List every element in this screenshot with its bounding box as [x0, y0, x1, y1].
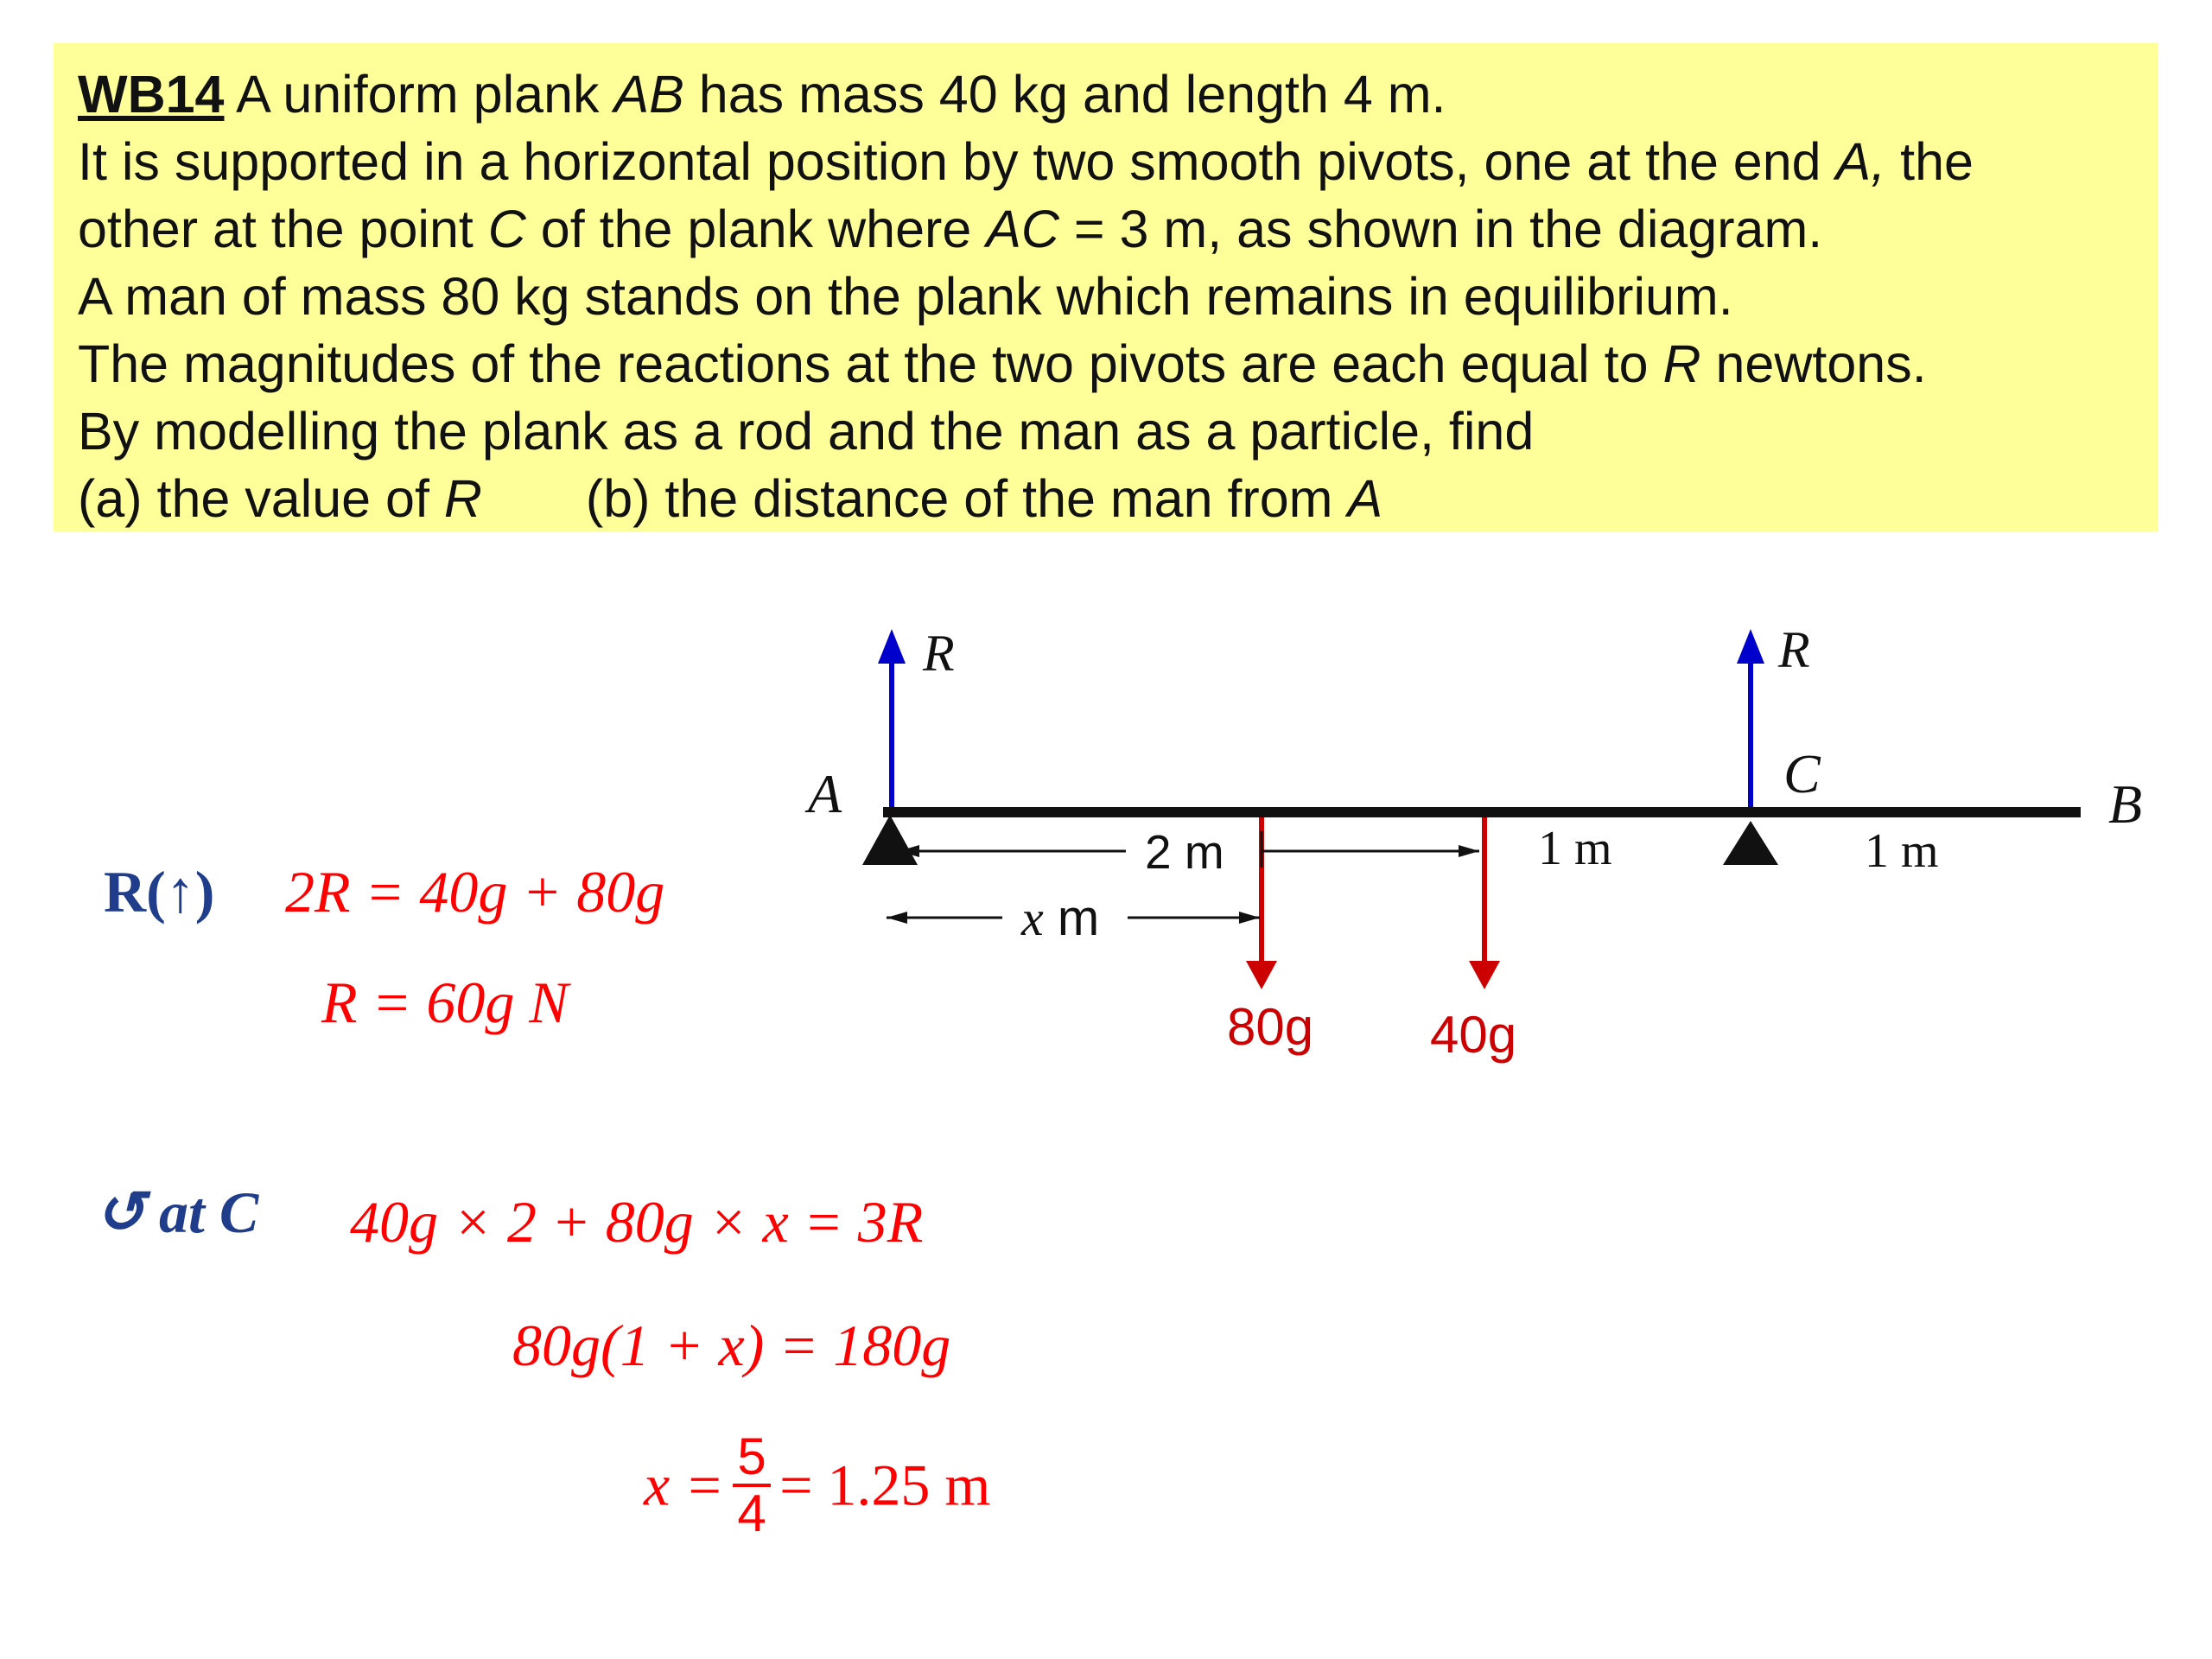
- reaction-arrowhead-left: [878, 629, 906, 664]
- equation-1: 2R = 40g + 80g: [285, 859, 665, 925]
- question-line-3: other at the point C of the plank where AC = 3 m, as shown in the diagram.: [78, 200, 1823, 258]
- part-b: (b) the distance of the man from: [585, 469, 1348, 528]
- weight-plank-label: 40g: [1430, 1006, 1517, 1064]
- point-c-label: C: [1783, 743, 1821, 804]
- part-a: (a) the value of: [78, 469, 444, 528]
- fraction-five-quarters: $\frac{5}{4}$: [733, 1430, 771, 1541]
- weight-arrowhead-plank: [1469, 961, 1500, 989]
- distance-2m-label: 2 m: [1145, 825, 1224, 879]
- question-line-6: By modelling the plank as a rod and the man as a particle, find: [78, 402, 1535, 461]
- pivot-c: [1723, 821, 1778, 865]
- distance-1m-left-label: 1 m: [1538, 822, 1612, 875]
- distance-x-label: x m: [1021, 890, 1100, 946]
- moments-label: ↺ at C: [95, 1179, 259, 1245]
- reaction-label-left: R: [923, 625, 955, 682]
- point-a-label: A: [808, 763, 842, 824]
- weight-arrowhead-man: [1246, 961, 1277, 989]
- question-code: WB14: [78, 65, 225, 124]
- question-line-5: The magnitudes of the reactions at the two pivots are each equal to R newtons.: [78, 334, 1927, 393]
- reaction-arrowhead-right: [1737, 629, 1764, 664]
- equation-2: R = 60g N: [321, 969, 569, 1035]
- weight-man-label: 80g: [1227, 998, 1314, 1056]
- question-line-1: WB14 A uniform plank AB has mass 40 kg and length 4 m.: [78, 65, 1446, 124]
- resolve-vertical-label: R(↑): [104, 859, 215, 925]
- equation-5: x = $\frac{5}{4}$ = 1.25 m: [644, 1427, 991, 1542]
- equation-3: 40g × 2 + 80g × x = 3R: [350, 1189, 924, 1255]
- question-line-2: It is supported in a horizontal position by two smooth pivots, one at the end A, the: [78, 132, 1974, 191]
- equation-4: 80g(1 + x) = 180g: [512, 1313, 951, 1378]
- pivot-a: [862, 815, 918, 865]
- question-line-4: A man of mass 80 kg stands on the plank which remains in equilibrium.: [78, 267, 1733, 326]
- distance-1m-right-label: 1 m: [1865, 824, 1939, 878]
- reaction-label-right: R: [1778, 621, 1810, 678]
- question-parts: (a) the value of R (b) the distance of the man from A: [78, 469, 1383, 528]
- point-b-label: B: [2108, 773, 2143, 835]
